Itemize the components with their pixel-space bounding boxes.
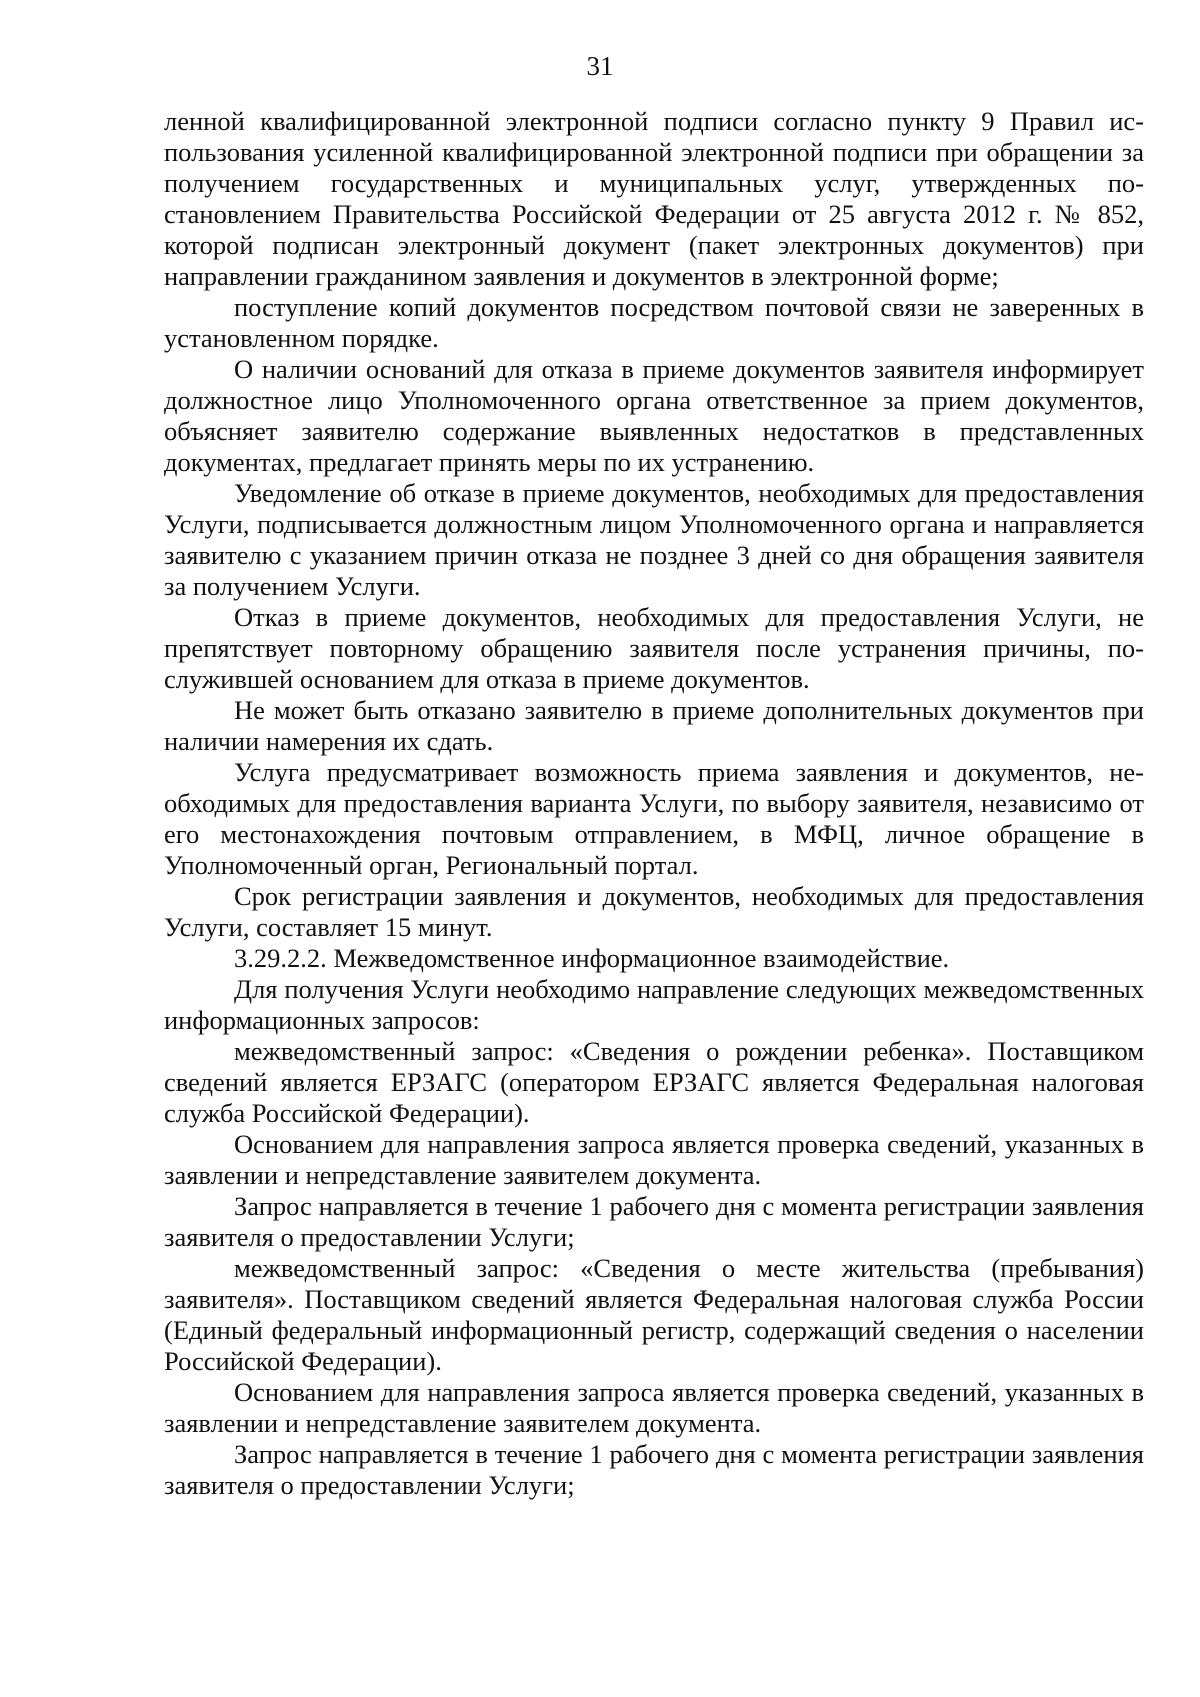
paragraph-registration-term: Срок регистрации заявления и документов, необходимых для предоставления Услуги, составляет 15 минут. [164, 881, 1144, 942]
page-number: 31 [586, 51, 614, 81]
paragraph-refusal-grounds-notice: О наличии оснований для отказа в приеме документов заявителя информирует должностное лицо Уполномоченного органа ответственное за прием документов, объясняет заявителю содержание выявленных недостатков в представленных документах, предлагает принять меры по их устранению. [164, 354, 1144, 477]
paragraph-postal-copies: поступление копий документов посредством почтовой связи не заверенных в установленном порядке. [164, 292, 1144, 353]
document-body [164, 106, 1144, 1501]
paragraph-request-birth-info: межведомственный запрос: «Сведения о рождении ребенка». Поставщиком сведений является ЕРЗАГС (оператором ЕРЗАГС является Федеральная налоговая служба Российской Федерации). [164, 1036, 1144, 1128]
paragraph-repeat-application: Отказ в приеме документов, необходимых для предоставления Услуги, не препятствует повторному обращению заявителя после устранения причины, послужившей основанием для отказа в приеме документов. [164, 602, 1144, 694]
paragraph-request-residence-info: межведомственный запрос: «Сведения о месте жительства (пребывания) заявителя». Поставщиком сведений является Федеральная налоговая служба России (Единый федеральный информационный регистр, содержащий сведения о населении Российской Федерации). [164, 1253, 1144, 1376]
section-heading-3-29-2-2: 3.29.2.2. Межведомственное информационное взаимодействие. [234, 943, 950, 973]
paragraph-request-basis-2: Основанием для направления запроса является проверка сведений, указанных в заявлении и непредставление заявителем документа. [164, 1377, 1144, 1438]
paragraph-additional-documents: Не может быть отказано заявителю в приеме дополнительных документов при наличии намерения их сдать. [164, 695, 1144, 756]
paragraph-refusal-notification: Уведомление об отказе в приеме документов, необходимых для предоставления Услуги, подписывается должностным лицом Уполномоченного органа и направляется заявителю с указанием причин отказа не позднее 3 дней со дня обращения заявителя за получением Услуги. [164, 478, 1144, 601]
paragraph-signature-rules-continuation: ленной квалифицированной электронной подписи согласно пункту 9 Правил использования усиленной квалифицированной электронной подписи при обращении за получением государственных и муниципальных услуг, утвержденных постановлением Правительства Российской Федерации от 25 августа 2012 г. № 852, которой подписан электронный документ (пакет электронных документов) при направлении гражданином заявления и документов в электронной форме; [164, 106, 1144, 291]
paragraph-request-timing-1: Запрос направляется в течение 1 рабочего дня с момента регистрации заявления заявителя о предоставлении Услуги; [164, 1191, 1144, 1252]
paragraph-request-timing-2: Запрос направляется в течение 1 рабочего дня с момента регистрации заявления заявителя о предоставлении Услуги; [164, 1439, 1144, 1500]
paragraph-request-basis-1: Основанием для направления запроса является проверка сведений, указанных в заявлении и непредставление заявителем документа. [164, 1129, 1144, 1190]
paragraph-interagency-requests-intro: Для получения Услуги необходимо направление следующих межведомственных информационных запросов: [164, 974, 1144, 1035]
paragraph-submission-methods: Услуга предусматривает возможность приема заявления и документов, необходимых для предоставления варианта Услуги, по выбору заявителя, независимо от его местонахождения почтовым отправлением, в МФЦ, личное обращение в Уполномоченный орган, Региональный портал. [164, 757, 1144, 880]
